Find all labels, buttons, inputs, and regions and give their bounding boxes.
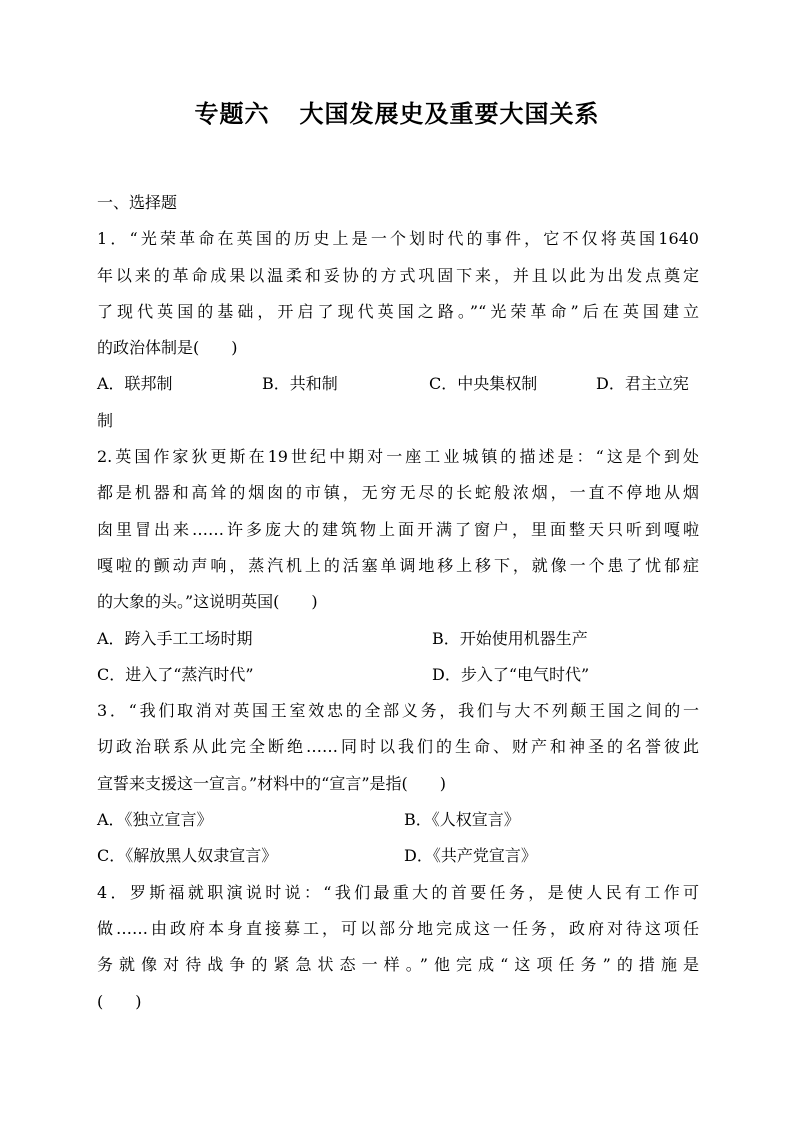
question-text-line: 1．“光荣革命在英国的历史上是一个划时代的事件，它不仅将英国1640	[97, 229, 699, 249]
option-c: C．进入了“蒸汽时代”	[97, 664, 254, 684]
option-c: C．中央集权制	[429, 374, 538, 394]
question-section	[97, 185, 699, 1020]
question-text-line: 的大象的头。”这说明英国( )	[97, 592, 318, 612]
question-text-line: 4．罗斯福就职演说时说：“我们最重大的首要任务，是使人民有工作可	[97, 882, 699, 902]
question-2	[97, 439, 699, 693]
option-d-continuation: 制	[97, 410, 114, 430]
option-a: A．跨入手工工场时期	[97, 628, 253, 648]
question-text-line: 的政治体制是( )	[97, 338, 238, 358]
option-d: D．步入了“电气时代”	[432, 664, 590, 684]
section-heading: 一、选择题	[97, 193, 178, 212]
question-text-line: 做……由政府本身直接募工，可以部分地完成这一任务，政府对待这项任	[97, 918, 699, 938]
question-text-line: 切政治联系从此完全断绝……同时以我们的生命、财产和神圣的名誉彼此	[97, 737, 699, 757]
option-b: B．《人权宣言》	[404, 810, 520, 830]
option-d: D．《共产党宣言》	[404, 846, 537, 866]
question-text-line: 务就像对待战争的紧急状态一样。”他完成“这项任务”的措施是	[97, 955, 699, 975]
question-text-line: 都是机器和高耸的烟囱的市镇，无穷无尽的长蛇般浓烟，一直不停地从烟	[97, 483, 699, 503]
page-title	[0, 94, 794, 134]
question-text-line: 了现代英国的基础，开启了现代英国之路。”“光荣革命”后在英国建立	[97, 301, 699, 321]
question-text-line: 3．“我们取消对英国王室效忠的全部义务，我们与大不列颠王国之间的一	[97, 701, 699, 721]
options-row	[97, 838, 699, 874]
title-topic-name: 大国发展史及重要大国关系	[299, 100, 600, 128]
option-a: A．联邦制	[97, 374, 173, 394]
options-row	[97, 366, 699, 402]
option-b: B．开始使用机器生产	[432, 628, 588, 648]
question-text-line: 2.英国作家狄更斯在19世纪中期对一座工业城镇的描述是：“这是个到处	[97, 447, 699, 467]
question-1	[97, 221, 699, 439]
question-text-line: 嘎啦的颤动声响，蒸汽机上的活塞单调地移上移下，就像一个患了忧郁症	[97, 555, 699, 575]
option-a: A．《独立宣言》	[97, 810, 213, 830]
question-4	[97, 875, 699, 1020]
question-text-line: 囱里冒出来……许多庞大的建筑物上面开满了窗户，里面整天只听到嘎啦	[97, 519, 699, 539]
options-row	[97, 657, 699, 693]
question-text-line: ( )	[97, 991, 142, 1011]
question-text-line: 宣誓来支援这一宣言。”材料中的“宣言”是指( )	[97, 773, 447, 793]
option-b: B．共和制	[262, 374, 338, 394]
options-row	[97, 621, 699, 657]
title-topic-number: 专题六	[194, 100, 270, 128]
option-c: C．《解放黑人奴隶宣言》	[97, 846, 278, 866]
options-row	[97, 802, 699, 838]
question-3	[97, 693, 699, 874]
question-text-line: 年以来的革命成果以温柔和妥协的方式巩固下来，并且以此为出发点奠定	[97, 265, 699, 285]
option-d: D．君主立宪	[596, 374, 689, 394]
